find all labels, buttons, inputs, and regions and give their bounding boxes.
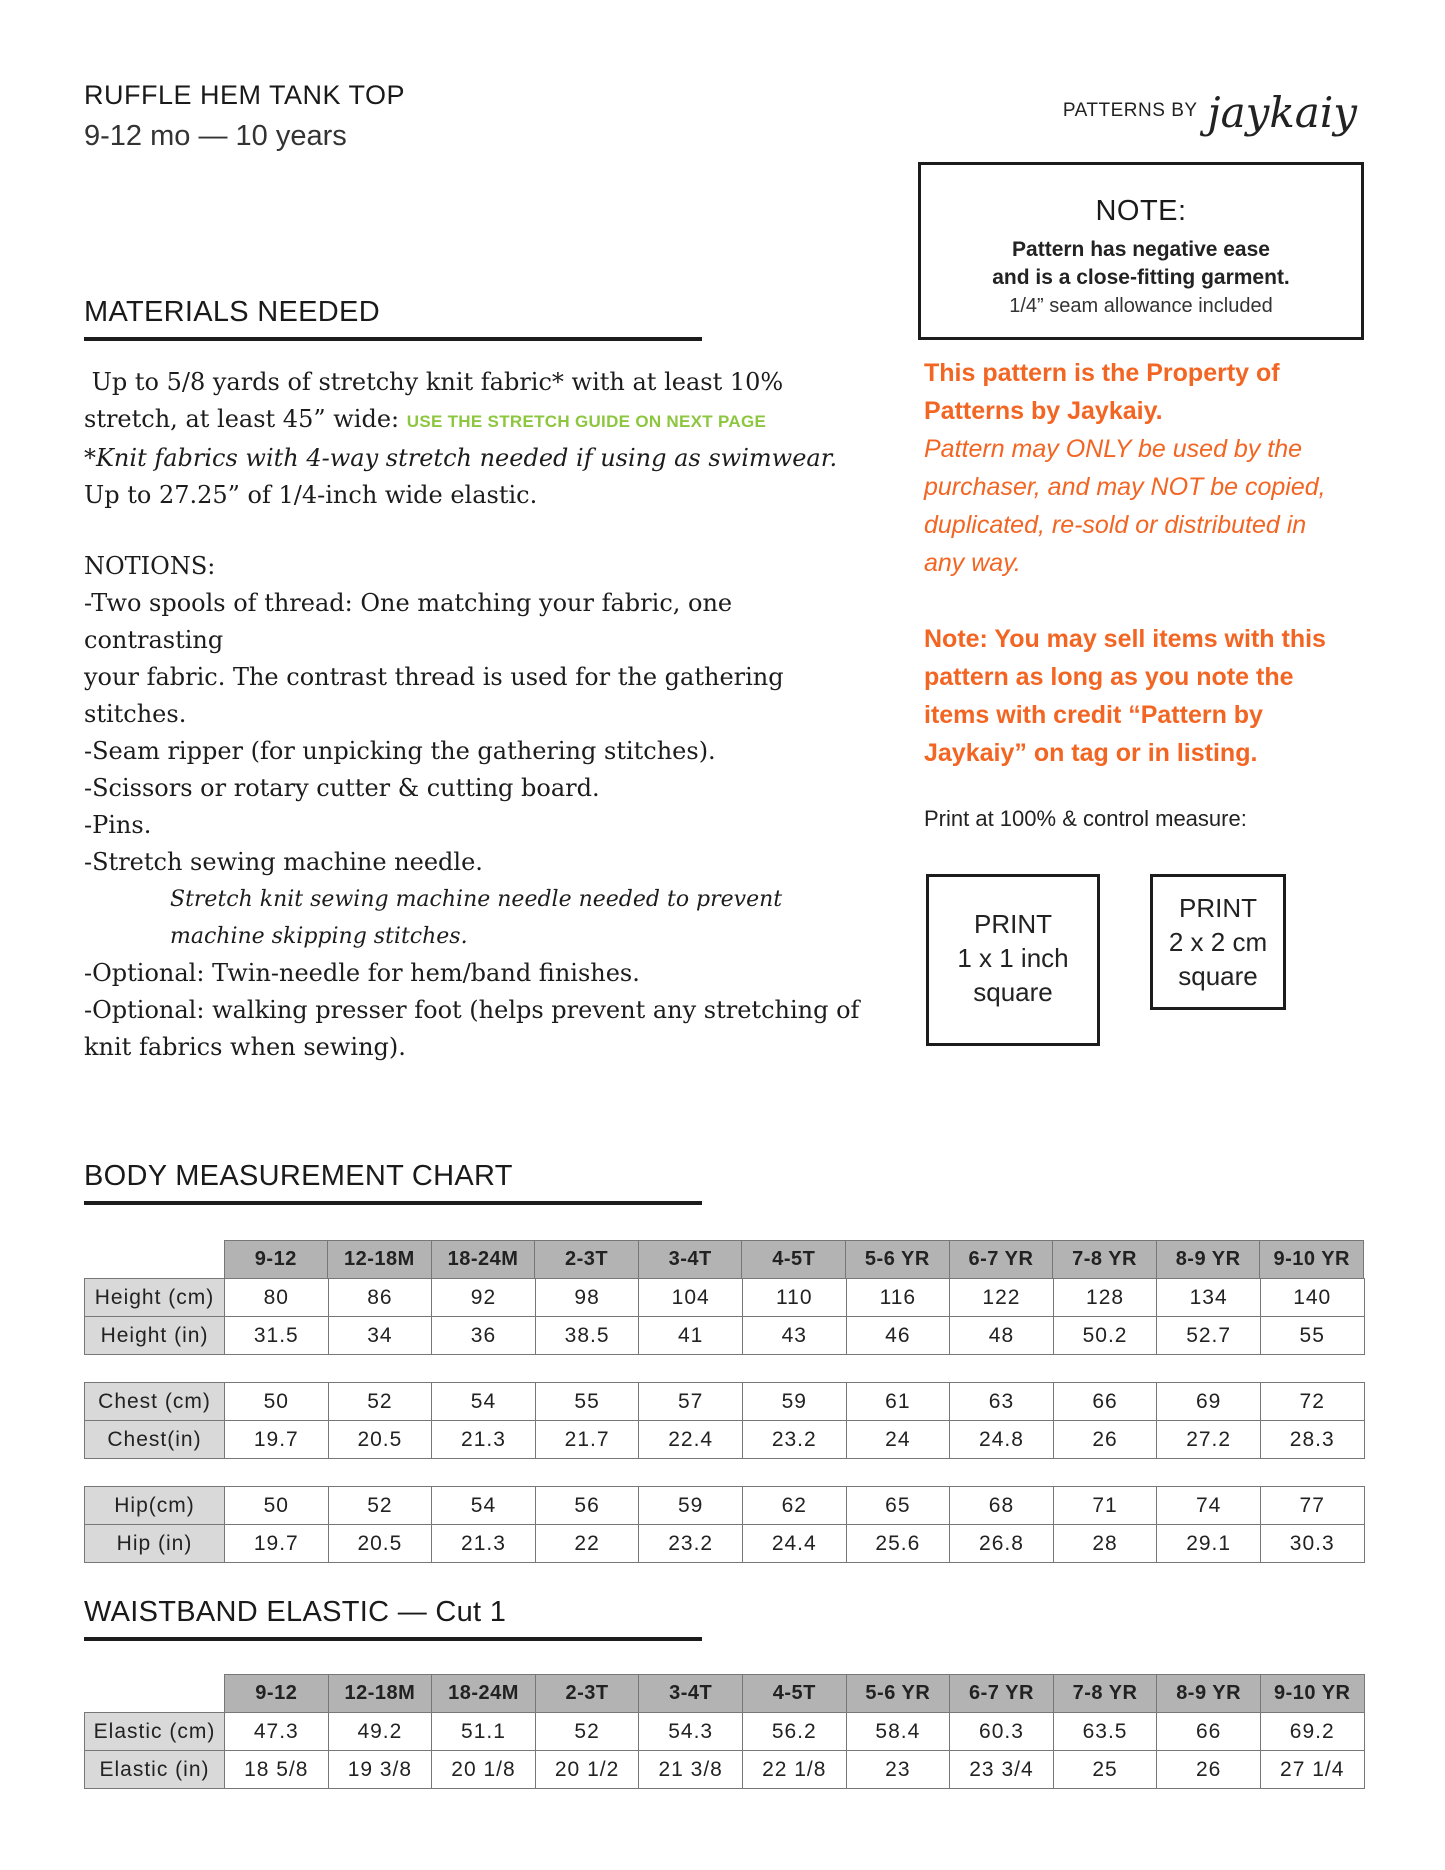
row-label: Elastic (in) [85,1751,225,1789]
measurement-cell: 27 1/4 [1260,1751,1364,1789]
size-header: 2-3T [535,1241,639,1279]
measurement-cell: 140 [1260,1279,1364,1317]
size-header: 12-18M [328,1241,432,1279]
property-line: duplicated, re-sold or distributed in [924,511,1307,539]
measurement-cell: 52 [535,1713,639,1751]
row-label: Elastic (cm) [85,1713,225,1751]
measurement-cell: 38.5 [535,1317,639,1355]
measurement-cell: 55 [1260,1317,1364,1355]
measurement-cell: 48 [950,1317,1054,1355]
measurement-cell: 28.3 [1260,1421,1364,1459]
note-heading: NOTE: [1095,195,1187,227]
size-header: 8-9 YR [1157,1675,1261,1713]
materials-heading: MATERIALS NEEDED [84,296,380,328]
measurement-cell: 54 [432,1487,536,1525]
size-header: 12-18M [328,1675,432,1713]
size-range: 9-12 mo — 10 years [84,120,347,152]
measurement-cell: 69.2 [1260,1713,1364,1751]
selling-line: Jaykaiy” on tag or in listing. [924,739,1258,767]
inch-square-text: PRINT [974,909,1052,939]
property-line: This pattern is the Property of [924,359,1280,387]
measurement-cell: 52 [328,1383,432,1421]
notion-subnote: machine skipping stitches. [170,924,468,949]
notion-subnote: Stretch knit sewing machine needle needed to prevent [170,887,783,912]
measurement-cell: 104 [639,1279,743,1317]
measurement-cell: 55 [535,1383,639,1421]
size-header: 3-4T [638,1241,742,1279]
measurement-cell: 25.6 [846,1525,950,1563]
measurement-cell: 66 [1053,1383,1157,1421]
brand-wordmark: jaykaiy [1207,88,1357,137]
measurement-cell: 23.2 [742,1421,846,1459]
measurement-cell: 66 [1157,1713,1261,1751]
measurement-cell: 72 [1260,1383,1364,1421]
measurement-cell: 20.5 [328,1525,432,1563]
notion-item: knit fabrics when sewing). [84,1033,406,1061]
measurement-cell: 23.2 [639,1525,743,1563]
measurement-cell: 21.3 [432,1525,536,1563]
row-label: Height (cm) [85,1279,225,1317]
print-caption: Print at 100% & control measure: [924,806,1247,831]
waistband-table [84,1674,1365,1789]
measurement-cell: 26 [1157,1751,1261,1789]
property-line: Patterns by Jaykaiy. [924,397,1163,425]
measurement-cell: 29.1 [1157,1525,1261,1563]
measurement-cell: 80 [225,1279,329,1317]
size-header: 7-8 YR [1053,1241,1157,1279]
measurement-cell: 63 [950,1383,1054,1421]
row-label: Chest (cm) [85,1383,225,1421]
blank-cell [84,1241,224,1279]
cm-square [1150,874,1286,1010]
notion-item: -Pins. [84,811,152,839]
waistband-rule [84,1637,702,1641]
measurement-cell: 43 [742,1317,846,1355]
measurement-cell: 23 3/4 [950,1751,1054,1789]
measurement-cell: 41 [639,1317,743,1355]
measurement-cell: 28 [1053,1525,1157,1563]
note-line-1: Pattern has negative ease [1012,238,1270,261]
measurement-cell: 26.8 [950,1525,1054,1563]
measurement-row [85,1487,1365,1525]
notion-item: -Stretch sewing machine needle. [84,848,483,876]
measurement-cell: 69 [1157,1383,1261,1421]
measurement-cell: 54 [432,1383,536,1421]
note-box [918,162,1364,340]
measurement-cell: 20.5 [328,1421,432,1459]
measurement-cell: 122 [950,1279,1054,1317]
note-line-2: and is a close-fitting garment. [992,266,1290,289]
selling-line: pattern as long as you note the [924,663,1294,691]
size-header: 5-6 YR [846,1675,950,1713]
notion-item: -Seam ripper (for unpicking the gathering stitches). [84,737,716,765]
measurement-cell: 110 [742,1279,846,1317]
measurement-cell: 49.2 [328,1713,432,1751]
measurement-cell: 59 [639,1487,743,1525]
measurement-cell: 21.7 [535,1421,639,1459]
measurement-cell: 24.4 [742,1525,846,1563]
cm-square-text: PRINT [1179,893,1257,923]
measurement-cell: 59 [742,1383,846,1421]
row-label: Hip (in) [85,1525,225,1563]
measurement-row [85,1525,1365,1563]
materials-line-3: *Knit fabrics with 4-way stretch needed if using as swimwear. [84,444,838,472]
materials-line-2: stretch, at least 45” wide: USE THE STRETCH GUIDE ON NEXT PAGE [84,405,767,433]
measurement-cell: 50 [225,1383,329,1421]
measurement-cell: 22 1/8 [742,1751,846,1789]
measurement-cell: 50 [225,1487,329,1525]
measurement-row [85,1279,1365,1317]
measurement-cell: 60.3 [950,1713,1054,1751]
measurement-cell: 52.7 [1157,1317,1261,1355]
measurement-cell: 54.3 [639,1713,743,1751]
row-label: Hip(cm) [85,1487,225,1525]
size-header: 18-24M [431,1241,535,1279]
page-title: RUFFLE HEM TANK TOP [84,80,406,110]
size-header: 3-4T [639,1675,743,1713]
size-header: 7-8 YR [1053,1675,1157,1713]
measurement-cell: 19.7 [225,1421,329,1459]
elastic-row [85,1751,1365,1789]
body-chart-rule [84,1201,702,1205]
materials-rule [84,337,702,341]
cm-square-text: 2 x 2 cm [1168,927,1268,957]
waist-size-header-row [85,1675,1365,1713]
materials-line-4: Up to 27.25” of 1/4-inch wide elastic. [84,481,538,509]
height-table [84,1278,1365,1355]
measurement-cell: 23 [846,1751,950,1789]
size-header: 2-3T [535,1675,639,1713]
property-line: purchaser, and may NOT be copied, [924,473,1326,501]
measurement-cell: 61 [846,1383,950,1421]
row-label: Chest(in) [85,1421,225,1459]
notions-heading: NOTIONS: [84,552,216,580]
measurement-cell: 86 [328,1279,432,1317]
notion-item: -Scissors or rotary cutter & cutting board. [84,774,600,802]
measurement-cell: 19 3/8 [328,1751,432,1789]
measurement-cell: 27.2 [1157,1421,1261,1459]
measurement-cell: 77 [1260,1487,1364,1525]
measurement-row [85,1383,1365,1421]
measurement-cell: 21.3 [432,1421,536,1459]
measurement-cell: 19.7 [225,1525,329,1563]
measurement-cell: 56.2 [742,1713,846,1751]
size-header-row [84,1241,1364,1279]
materials-list [84,364,864,514]
size-header: 9-12 [225,1675,329,1713]
measurement-row [85,1317,1365,1355]
measurement-cell: 63.5 [1053,1713,1157,1751]
measurement-cell: 30.3 [1260,1525,1364,1563]
size-header: 9-12 [224,1241,328,1279]
measurement-cell: 22 [535,1525,639,1563]
size-header: 6-7 YR [949,1241,1053,1279]
measurement-cell: 24 [846,1421,950,1459]
measurement-cell: 92 [432,1279,536,1317]
measurement-cell: 58.4 [846,1713,950,1751]
selling-line: items with credit “Pattern by [924,701,1263,729]
measurement-cell: 62 [742,1487,846,1525]
size-header: 18-24M [432,1675,536,1713]
measurement-cell: 98 [535,1279,639,1317]
measurement-cell: 56 [535,1487,639,1525]
elastic-row [85,1713,1365,1751]
property-line: Pattern may ONLY be used by the [924,435,1303,463]
measurement-row [85,1421,1365,1459]
notion-item: -Optional: walking presser foot (helps prevent any stretching of [84,996,860,1024]
measurement-cell: 18 5/8 [225,1751,329,1789]
measurement-cell: 128 [1053,1279,1157,1317]
measurement-cell: 116 [846,1279,950,1317]
notion-item: -Two spools of thread: One matching your fabric, one contrasting [84,589,733,654]
inch-square-text: square [973,977,1053,1007]
measurement-cell: 20 1/8 [432,1751,536,1789]
measurement-cell: 26 [1053,1421,1157,1459]
measurement-cell: 52 [328,1487,432,1525]
measurement-cell: 51.1 [432,1713,536,1751]
property-notice [924,354,1364,582]
measurement-cell: 24.8 [950,1421,1054,1459]
selling-line: Note: You may sell items with this [924,625,1326,653]
size-header: 4-5T [742,1675,846,1713]
size-header: 6-7 YR [950,1675,1054,1713]
measurement-cell: 68 [950,1487,1054,1525]
stretch-guide-link[interactable]: USE THE STRETCH GUIDE ON NEXT PAGE [406,412,767,431]
size-header: 9-10 YR [1260,1675,1364,1713]
row-label: Height (in) [85,1317,225,1355]
measurement-cell: 31.5 [225,1317,329,1355]
body-chart-heading: BODY MEASUREMENT CHART [84,1160,513,1192]
cm-square-text: square [1178,961,1258,991]
measurement-cell: 50.2 [1053,1317,1157,1355]
measurement-cell: 71 [1053,1487,1157,1525]
size-header: 9-10 YR [1260,1241,1364,1279]
blank-cell [85,1675,225,1713]
measurement-cell: 47.3 [225,1713,329,1751]
measurement-cell: 20 1/2 [535,1751,639,1789]
note-line-3: 1/4” seam allowance included [1009,295,1273,317]
brand-prefix: PATTERNS BY [1062,100,1198,121]
measurement-cell: 25 [1053,1751,1157,1789]
brand-logo [1062,88,1357,137]
materials-line-1: Up to 5/8 yards of stretchy knit fabric* with at least 10% [91,368,784,396]
size-header: 8-9 YR [1156,1241,1260,1279]
hip-table [84,1486,1365,1563]
chest-table [84,1382,1365,1459]
measurement-cell: 21 3/8 [639,1751,743,1789]
measurement-cell: 74 [1157,1487,1261,1525]
property-line: any way. [924,549,1021,577]
size-header: 5-6 YR [846,1241,950,1279]
measurement-cell: 46 [846,1317,950,1355]
waistband-heading: WAISTBAND ELASTIC — Cut 1 [84,1596,507,1628]
measurement-cell: 22.4 [639,1421,743,1459]
measurement-cell: 34 [328,1317,432,1355]
size-header: 4-5T [742,1241,846,1279]
measurement-cell: 65 [846,1487,950,1525]
measurement-cell: 57 [639,1383,743,1421]
inch-square [926,874,1100,1046]
notion-item: -Optional: Twin-needle for hem/band finishes. [84,959,640,987]
inch-square-text: 1 x 1 inch [957,943,1069,973]
notion-item: your fabric. The contrast thread is used for the gathering stitches. [84,663,784,728]
notions-list [84,548,864,1066]
measurement-cell: 36 [432,1317,536,1355]
body-size-header [84,1240,1364,1279]
measurement-cell: 134 [1157,1279,1261,1317]
selling-note [924,620,1364,772]
